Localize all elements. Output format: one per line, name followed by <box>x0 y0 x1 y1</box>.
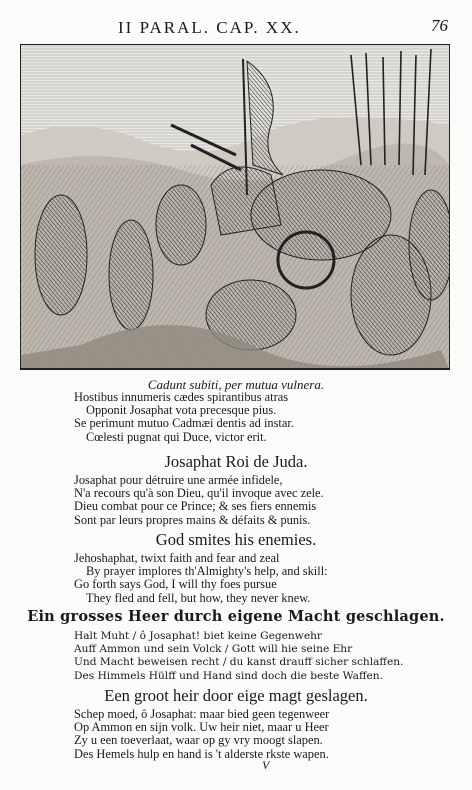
dutch-verse <box>74 708 404 761</box>
french-line: Dieu combat pour ce Prince; & ses fiers ennemis <box>74 499 317 514</box>
engraving-caption: Cadunt subiti, per mutua vulnera. <box>147 377 325 392</box>
latin-line: Se perimunt mutuo Cadmæi dentis ad instar. <box>74 416 294 431</box>
english-line: They fled and fell, but how, they never knew. <box>86 590 311 605</box>
english-line: Jehoshaphat, twixt faith and fear and zeal <box>74 551 280 565</box>
german-line: Des Himmels Hülff und Hand sind doch die beste Waffen. <box>74 669 383 682</box>
dutch-line: Des Hemels hulp en hand is 't alderste rkste wapen. <box>74 746 329 761</box>
latin-line: Opponit Josaphat vota precesque pius. <box>86 403 277 418</box>
dutch-line: Zy u een toeverlaat, waar op gy vry moogt slapen. <box>74 733 323 748</box>
latin-line: Hostibus innumeris cædes spirantibus atras <box>74 390 289 404</box>
french-line: Josaphat pour détruire une armée infidele, <box>74 473 283 487</box>
running-title: II PARAL. CAP. XX. <box>118 18 301 37</box>
german-heading: Ein grosses Heer durch eigene Macht geschlagen. <box>27 608 445 625</box>
battle-engraving <box>20 44 450 370</box>
german-line: Und Macht beweisen recht / du kanst drauff sicher schlaffen. <box>74 656 404 669</box>
latin-line: Cœlesti pugnat qui Duce, victor erit. <box>86 429 267 444</box>
french-line: Sont par leurs propres mains & défaits & punis. <box>74 512 311 527</box>
english-line: By prayer implores th'Almighty's help, and skill: <box>86 564 328 579</box>
english-verse <box>74 552 404 605</box>
german-line: Halt Muht / ô Josaphat! biet keine Gegenwehr <box>74 630 322 642</box>
german-line: Auff Ammon und sein Volck / Gott will hie seine Ehr <box>74 643 353 656</box>
french-heading: Josaphat Roi de Juda. <box>164 452 308 471</box>
english-line: Go forth says God, I will thy foes pursue <box>74 577 277 592</box>
page-number: 76 <box>431 16 448 35</box>
signature-mark: V <box>262 758 270 772</box>
dutch-line: Schep moed, ô Josaphat: maar bied geen tegenweer <box>74 707 330 721</box>
latin-verse <box>74 391 404 444</box>
engraving-illustration-icon <box>21 45 449 369</box>
english-heading: God smites his enemies. <box>155 530 317 549</box>
german-verse <box>74 630 404 683</box>
dutch-heading: Een groot heir door eige magt geslagen. <box>104 686 368 705</box>
french-verse <box>74 474 404 527</box>
french-line: N'a recours qu'à son Dieu, qu'il invoque avec zele. <box>74 486 324 501</box>
page-header <box>0 14 472 40</box>
dutch-line: Op Ammon en sijn volk. Uw heir niet, maar u Heer <box>74 720 329 735</box>
